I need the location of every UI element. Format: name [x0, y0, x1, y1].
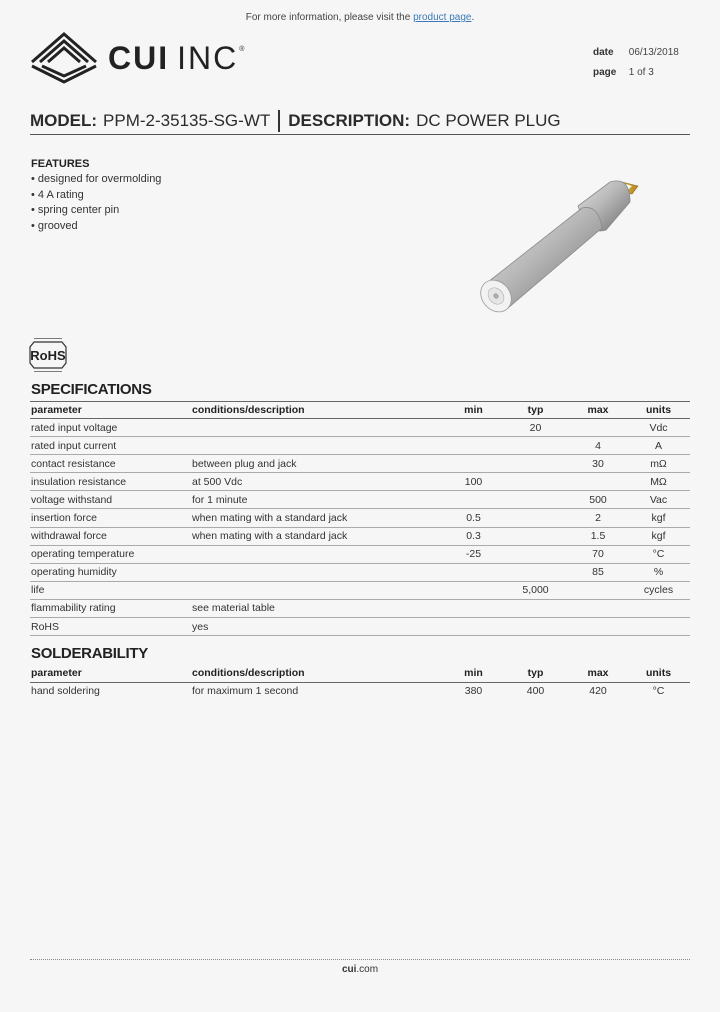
feature-item: • spring center pin [31, 204, 120, 216]
cell-typ [502, 527, 569, 545]
table-row [30, 527, 690, 545]
cell-units: Vdc [627, 419, 690, 437]
cell-units: Vac [627, 491, 690, 509]
description-value: DC POWER PLUG [416, 110, 561, 130]
cell-typ [502, 599, 569, 617]
cell-conditions: between plug and jack [192, 455, 445, 473]
rohs-icon [28, 338, 68, 372]
logo-main-text: CUI [108, 39, 170, 76]
product-image [460, 172, 650, 337]
cell-min [445, 599, 502, 617]
cell-max [569, 599, 627, 617]
col-header-min: min [445, 665, 502, 682]
description-label: DESCRIPTION: [288, 110, 411, 130]
cell-max: 4 [569, 437, 627, 455]
footer-divider [30, 959, 690, 960]
cell-typ [502, 437, 569, 455]
col-header-parameter: parameter [30, 402, 192, 419]
cell-conditions: yes [192, 618, 445, 636]
cell-max [569, 419, 627, 437]
cell-parameter: rated input voltage [30, 419, 192, 437]
cell-typ: 20 [502, 419, 569, 437]
cell-units: °C [652, 685, 665, 698]
cell-max: 2 [569, 509, 627, 527]
cell-typ [502, 545, 569, 563]
cell-units: MΩ [627, 473, 690, 491]
date-label: date [593, 47, 614, 58]
cell-parameter: rated input current [30, 437, 192, 455]
cell-parameter: RoHS [30, 618, 192, 636]
features-heading: FEATURES [31, 158, 90, 170]
registered-mark: ® [239, 45, 247, 53]
cell-typ [502, 563, 569, 581]
cell-parameter: hand soldering [31, 685, 100, 698]
table-row [30, 581, 690, 599]
cell-max: 70 [569, 545, 627, 563]
cell-max [569, 473, 627, 491]
cui-logo-icon [30, 32, 98, 84]
solderability-heading: SOLDERABILITY [31, 645, 148, 662]
cell-units [627, 599, 690, 617]
cell-parameter: flammability rating [30, 599, 192, 617]
cell-max: 420 [589, 685, 607, 698]
cell-conditions [192, 419, 445, 437]
cell-units: % [627, 563, 690, 581]
col-header-typ: typ [502, 665, 569, 682]
product-page-link[interactable]: product page [413, 12, 472, 23]
specifications-heading: SPECIFICATIONS [31, 381, 152, 398]
table-row [30, 545, 690, 563]
specifications-body [30, 419, 690, 636]
feature-item: • grooved [31, 219, 78, 232]
cell-conditions: for 1 minute [192, 491, 445, 509]
cell-units: kgf [627, 527, 690, 545]
cell-min [445, 419, 502, 437]
cell-max [569, 618, 627, 636]
table-row [30, 491, 690, 509]
table-row [30, 618, 690, 636]
solderability-table [30, 665, 690, 700]
cell-conditions: at 500 Vdc [192, 473, 445, 491]
table-row [30, 437, 690, 455]
info-note-suffix: . [471, 12, 475, 23]
page-label: page [593, 67, 617, 78]
cell-parameter: voltage withstand [30, 491, 192, 509]
col-header-conditions: conditions/description [192, 665, 445, 682]
table-row [30, 473, 690, 491]
cell-units: kgf [627, 509, 690, 527]
cell-max: 1.5 [569, 527, 627, 545]
cell-conditions: see material table [192, 599, 445, 617]
col-header-max: max [569, 665, 627, 682]
cell-conditions: for maximum 1 second [192, 685, 299, 698]
cell-parameter: contact resistance [30, 455, 192, 473]
features-list [31, 172, 161, 234]
cell-parameter: operating temperature [30, 545, 192, 563]
cell-conditions: when mating with a standard jack [192, 527, 445, 545]
cell-conditions: when mating with a standard jack [192, 509, 445, 527]
table-row [30, 455, 690, 473]
cell-conditions [192, 545, 445, 563]
table-row [30, 563, 690, 581]
rohs-text: RoHS [30, 348, 66, 363]
table-row [30, 419, 690, 437]
date-value: 06/13/2018 [628, 47, 679, 58]
table-row [30, 682, 690, 700]
logo-sub-text: INC [177, 39, 239, 76]
dc-power-plug-illustration [460, 172, 650, 332]
cell-min: 0.3 [445, 527, 502, 545]
cell-parameter: insulation resistance [30, 473, 192, 491]
footer-website [0, 964, 720, 975]
title-separator [278, 110, 280, 132]
cell-max: 30 [569, 455, 627, 473]
top-info-note [0, 12, 720, 23]
cell-min: 0.5 [445, 509, 502, 527]
cell-conditions [192, 437, 445, 455]
cell-units [627, 618, 690, 636]
cell-min [445, 437, 502, 455]
cell-typ [502, 509, 569, 527]
cell-max: 500 [569, 491, 627, 509]
page-value: 1 of 3 [628, 67, 654, 78]
solderability-body [30, 682, 690, 700]
cell-min [445, 491, 502, 509]
cell-units: mΩ [627, 455, 690, 473]
document-meta [593, 43, 679, 83]
cell-min [445, 581, 502, 599]
specifications-table [30, 401, 690, 636]
cell-typ [502, 491, 569, 509]
model-title-bar [30, 107, 690, 135]
cell-parameter: operating humidity [30, 563, 192, 581]
model-value: PPM-2-35135-SG-WT [103, 110, 271, 130]
cell-typ: 400 [526, 685, 545, 698]
cell-parameter: withdrawal force [30, 527, 192, 545]
rohs-badge [28, 338, 68, 377]
cell-parameter: life [30, 581, 192, 599]
cell-typ [502, 618, 569, 636]
cell-min [445, 563, 502, 581]
cell-conditions [192, 563, 445, 581]
cell-typ: 5,000 [502, 581, 569, 599]
cell-typ [502, 455, 569, 473]
feature-item: • designed for overmolding [31, 173, 162, 185]
features-section [31, 158, 161, 234]
cui-logo [30, 32, 246, 84]
col-header-units: units [627, 402, 690, 419]
cell-conditions [192, 581, 445, 599]
cell-units: cycles [627, 581, 690, 599]
table-header-row [30, 402, 690, 419]
cell-min [445, 618, 502, 636]
col-header-units: units [627, 665, 690, 682]
col-header-min: min [445, 402, 502, 419]
table-header-row [30, 665, 690, 682]
cell-min [445, 455, 502, 473]
col-header-parameter: parameter [30, 665, 192, 682]
col-header-typ: typ [502, 402, 569, 419]
cell-min: -25 [445, 545, 502, 563]
col-header-max: max [569, 402, 627, 419]
cell-typ [502, 473, 569, 491]
model-label: MODEL: [30, 110, 98, 130]
cell-max: 85 [569, 563, 627, 581]
cell-min: 100 [445, 473, 502, 491]
table-row [30, 599, 690, 617]
cell-max [569, 581, 627, 599]
table-row [30, 509, 690, 527]
cell-min: 380 [464, 685, 483, 698]
info-note-text: For more information, please visit the [245, 12, 414, 23]
cell-units: °C [627, 545, 690, 563]
feature-item: • 4 A rating [31, 188, 84, 201]
footer-brand: cui [341, 964, 357, 975]
cell-units: A [627, 437, 690, 455]
col-header-conditions: conditions/description [192, 402, 445, 419]
cell-parameter: insertion force [30, 509, 192, 527]
footer-suffix: .com [356, 964, 379, 975]
